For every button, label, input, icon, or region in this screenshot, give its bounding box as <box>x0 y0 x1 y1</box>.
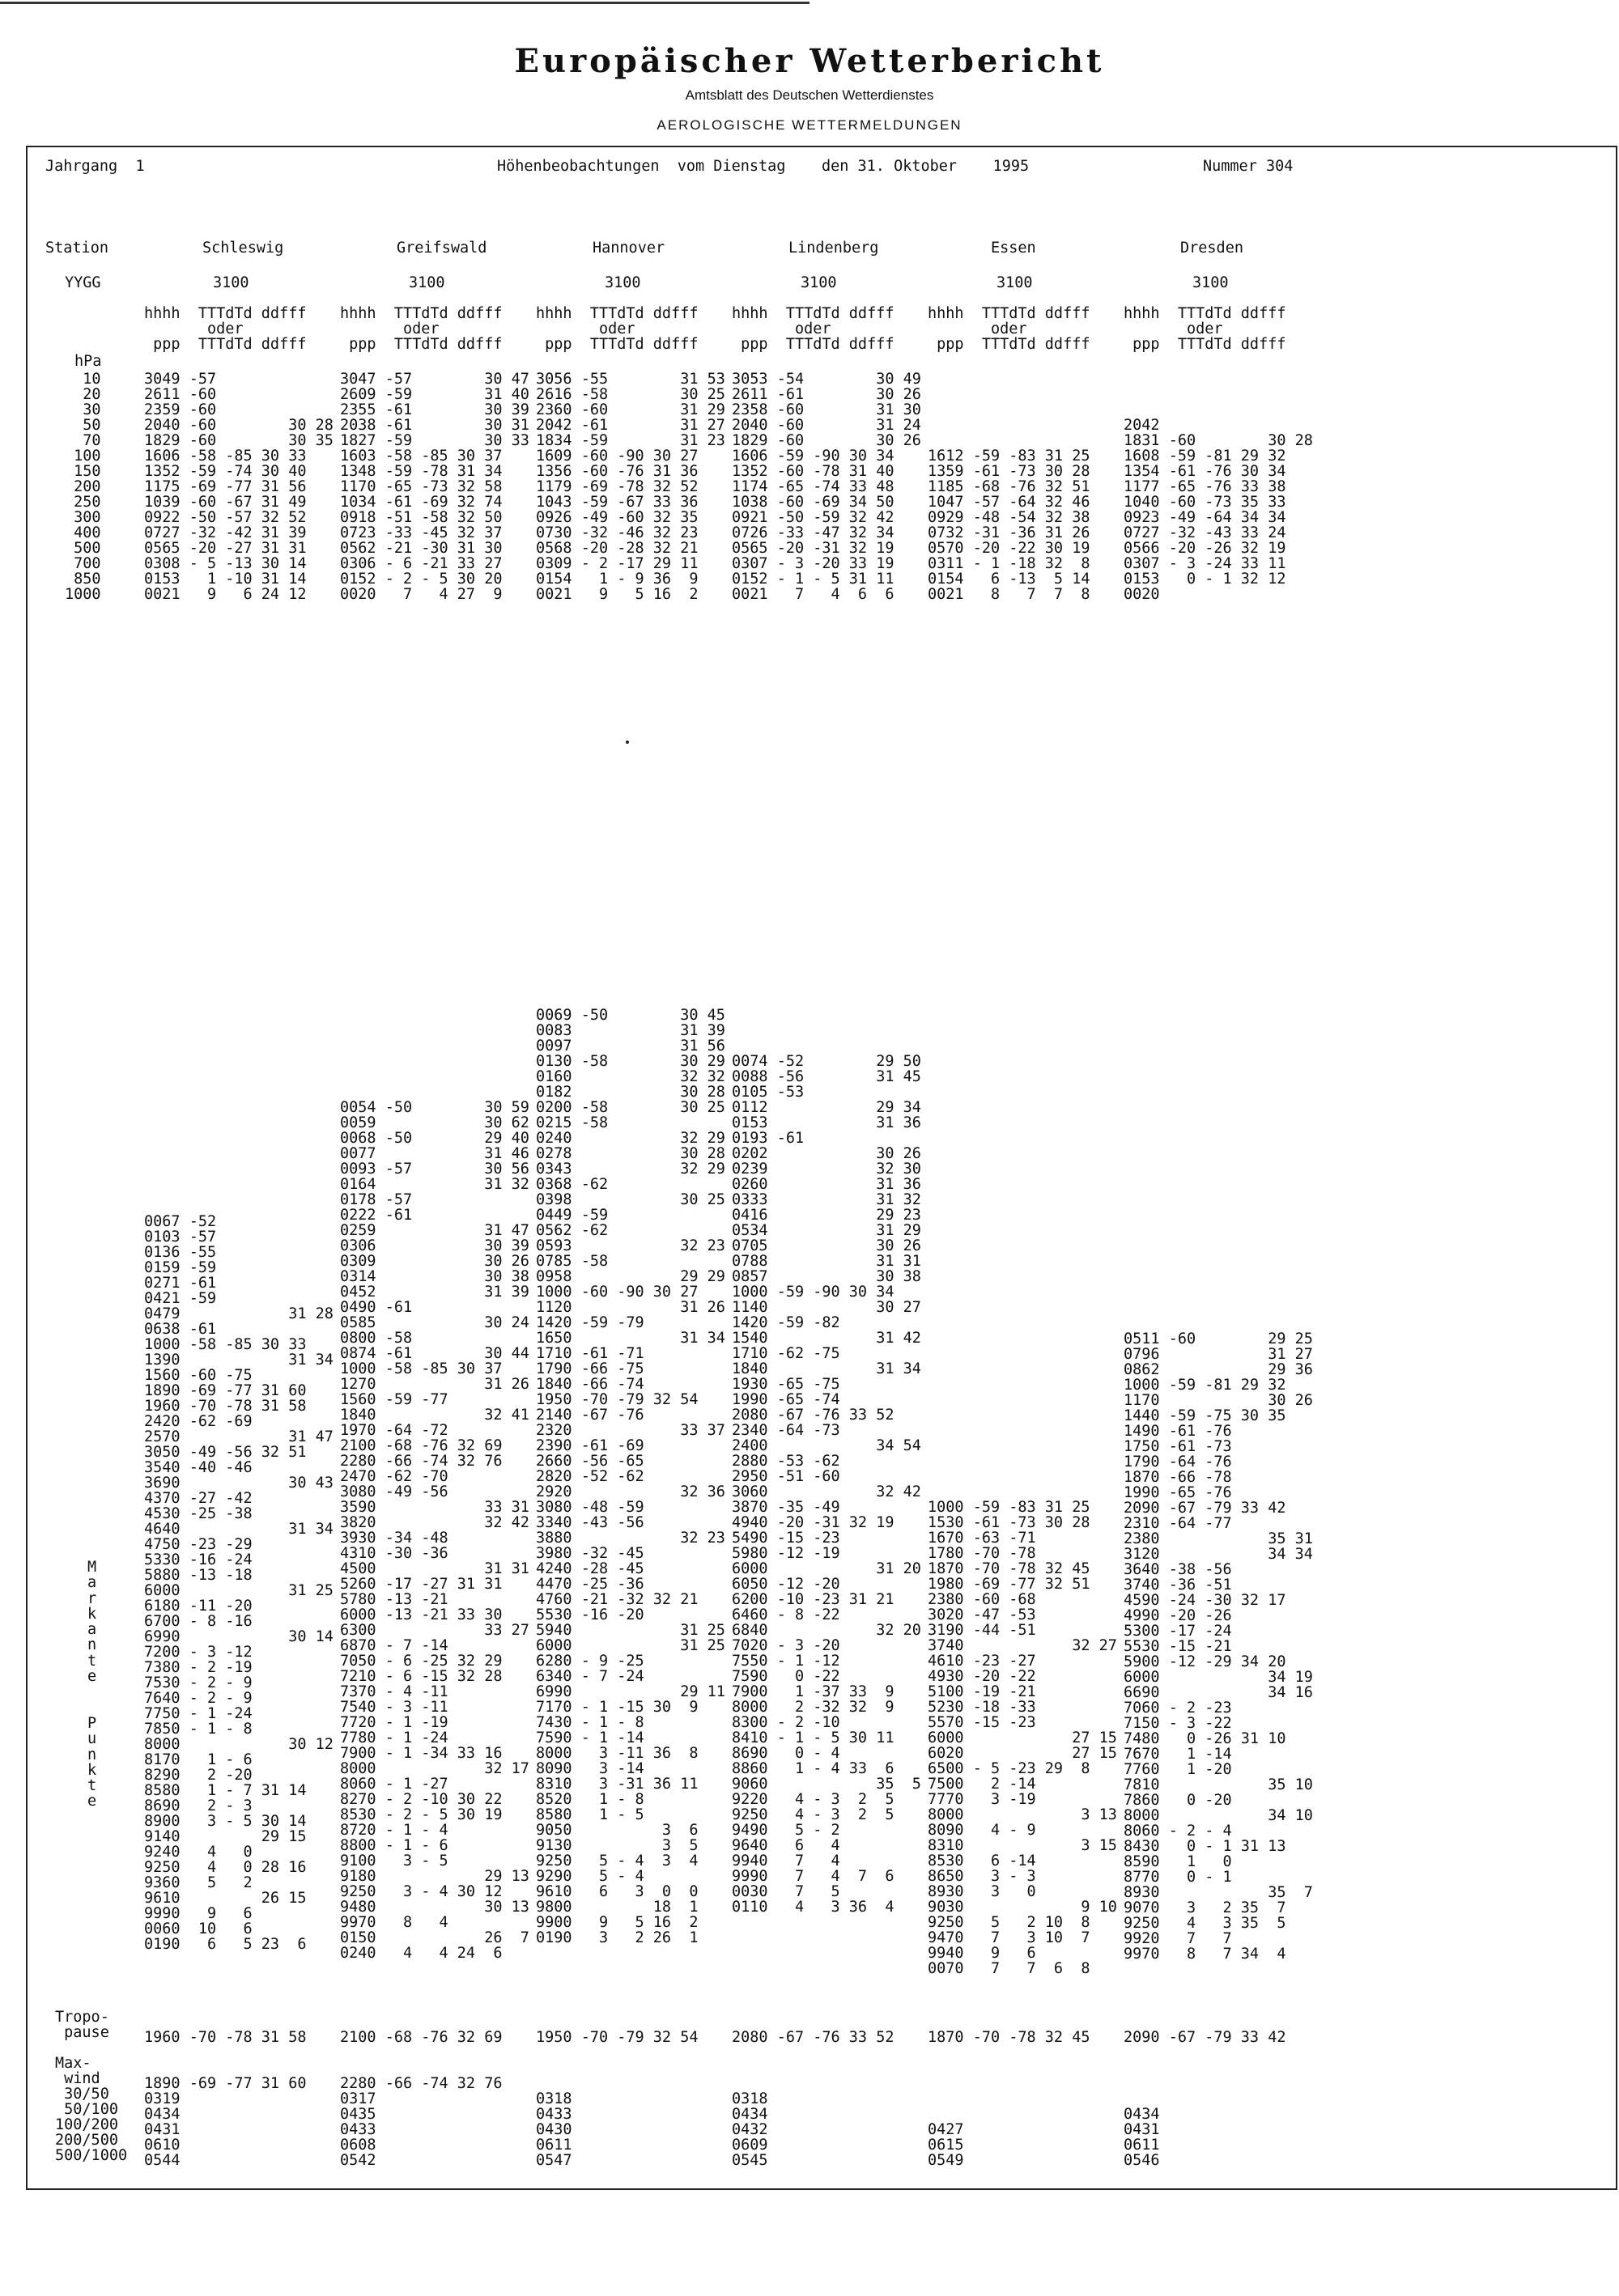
maxwind-values: 0318 0433 0430 0611 0547 <box>536 2090 572 2169</box>
tropopause-values: 2100 -68 -76 32 69 <box>340 2029 503 2046</box>
markante-punkte: 0074 -52 29 50 0088 -56 31 45 0105 -53 0112 29 34 0153 31 36 0193 -61 0202 30 26 0239 32 30 0260 31 36 0333 31 32 0416 29 23 0534 31 29 0705 30 26 0788 31 31 0857 30 38 1000 -59 -90 30 34 1140 30 27 1420 -59 -82 1540 31 42 1710 -62 -75 1840 31 34 1930 -65 -75 1990 -65 -74 2080 -67 -76 33 52 2340 -64 -73 2400 34 54 2880 -53 -62 2950 -51 -60 3060 32 42 3870 -35 -49 4940 -20 -31 32 19 5490 -15 -23 5980 -12 -19 6000 31 20 6050 -12 -20 6200 -10 -23 31 21 6460 - 8 -22 6840 32 20 7020 - 3 -20 7550 - 1 -12 7590 0 -22 7900 1 -37 33 9 8000 2 -32 32 9 8300 - 2 -10 8410 - 1 - 5 30 11 8690 0 - 4 8860 1 - 4 33 6 9060 35 5 9220 4 - 3 2 5 9250 4 - 3 2 5 9490 5 - 2 9640 6 4 9940 7 4 9990 7 4 7 6 0030 7 5 0110 4 3 36 4 <box>732 1053 921 1916</box>
page-subtitle: Amtsblatt des Deutschen Wetterdienstes <box>685 87 934 103</box>
markante-punkte: 0067 -52 0103 -57 0136 -55 0159 -59 0271 -61 0421 -59 0479 31 28 0638 -61 1000 -58 -85 30 33 1390 31 34 1560 -60 -75 1890 -69 -77 31 60 1960 -70 -78 31 58 2420 -62 -69 2570 31 47 3050 -49 -56 32 51 3540 -40 -46 3690 30 43 4370 -27 -42 4530 -25 -38 4640 31 34 4750 -23 -29 5330 -16 -24 5880 -13 -18 6000 31 25 6180 -11 -20 6700 - 8 -16 6990 30 14 7200 - 3 -12 7380 - 2 -19 7530 - 2 - 9 7640 - 2 - 9 7750 - 1 -24 7850 - 1 - 8 8000 30 12 8170 1 - 6 8290 2 -20 8580 1 - 7 31 14 8690 2 - 3 8900 3 - 5 30 14 9140 29 15 9240 4 0 9250 4 0 28 16 9360 5 2 9610 26 15 9990 9 6 0060 10 6 0190 6 5 23 6 <box>144 1213 334 1953</box>
tropopause-values: 1870 -70 -78 32 45 <box>928 2029 1090 2046</box>
column-header: hhhh TTTdTd ddfff oder ppp TTTdTd ddfff <box>536 305 699 353</box>
markante-punkte: 0511 -60 29 25 0796 31 27 0862 29 36 1000 -59 -81 29 32 1170 30 26 1440 -59 -75 30 35 1490 -61 -76 1750 -61 -73 1790 -64 -76 1870 -66 -78 1990 -65 -76 2090 -67 -79 33 42 2310 -64 -77 2380 35 31 3120 34 34 3640 -38 -56 3740 -36 -51 4590 -24 -30 32 17 4990 -20 -26 5300 -17 -24 5530 -15 -21 5900 -12 -29 34 20 6000 34 19 6690 34 16 7060 - 2 -23 7150 - 3 -22 7480 0 -26 31 10 7670 1 -14 7760 1 -20 7810 35 10 7860 0 -20 8000 34 10 8060 - 2 - 4 8430 0 - 1 31 13 8590 1 0 8770 0 - 1 8930 35 7 9070 3 2 35 7 9250 4 3 35 5 9920 7 7 9970 8 7 34 4 <box>1124 1330 1313 1963</box>
column-header: hhhh TTTdTd ddfff oder ppp TTTdTd ddfff <box>1124 305 1286 353</box>
station-yygg: 3100 <box>1192 274 1229 291</box>
maxwind-values: 1890 -69 -77 31 60 0319 0434 0431 0610 0544 <box>144 2075 307 2169</box>
tropopause-label: Tropo- pause <box>55 2009 109 2041</box>
station-label: Station <box>45 240 108 257</box>
station-yygg: 3100 <box>409 274 445 291</box>
station-yygg: 3100 <box>801 274 837 291</box>
tropopause-values: 1950 -70 -79 32 54 <box>536 2029 699 2046</box>
standard-levels: 3056 -55 31 53 2616 -58 30 25 2360 -60 31 29 2042 -61 31 27 1834 -59 31 23 1609 -60 -90 30 27 1356 -60 -76 31 36 1179 -69 -78 32 52 1043 -59 -67 33 36 0926 -49 -60 32 35 0730 -32 -46 32 23 0568 -20 -28 32 21 0309 - 2 -17 29 11 0154 1 - 9 36 9 0021 9 5 16 2 <box>536 371 725 603</box>
column-header: hhhh TTTdTd ddfff oder ppp TTTdTd ddfff <box>340 305 503 353</box>
markante-punkte: 1000 -59 -83 31 25 1530 -61 -73 30 28 1670 -63 -71 1780 -70 -78 1870 -70 -78 32 45 1980 -69 -77 32 51 2380 -60 -68 3020 -47 -53 3190 -44 -51 3740 32 27 4610 -23 -27 4930 -20 -22 5100 -19 -21 5230 -18 -33 5570 -15 -23 6000 27 15 6020 27 15 6500 - 5 -23 29 8 7500 2 -14 7770 3 -19 8000 3 13 8090 4 - 9 8310 3 15 8530 6 -14 8650 3 - 3 8930 3 0 9030 9 10 9250 5 2 10 8 9470 7 3 10 7 9940 9 6 0070 7 7 6 8 <box>928 1499 1117 1977</box>
maxwind-values: 0427 0615 0549 <box>928 2121 964 2169</box>
maxwind-values: 0318 0434 0432 0609 0545 <box>732 2090 768 2169</box>
markante-punkte: 0054 -50 30 59 0059 30 62 0068 -50 29 40 0077 31 46 0093 -57 30 56 0164 31 32 0178 -57 0222 -61 0259 31 47 0306 30 39 0309 30 26 0314 30 38 0452 31 39 0490 -61 0585 30 24 0800 -58 0874 -61 30 44 1000 -58 -85 30 37 1270 31 26 1560 -59 -77 1840 32 41 1970 -64 -72 2100 -68 -76 32 69 2280 -66 -74 32 76 2470 -62 -70 3080 -49 -56 3590 33 31 3820 32 42 3930 -34 -48 4310 -30 -36 4500 31 31 5260 -17 -27 31 31 5780 -13 -21 6000 -13 -21 33 30 6300 33 27 6870 - 7 -14 7050 - 6 -25 32 29 7210 - 6 -15 32 28 7370 - 4 -11 7540 - 3 -11 7720 - 1 -19 7780 - 1 -24 7900 - 1 -34 33 16 8000 32 17 8060 - 1 -27 8270 - 2 -10 30 22 8530 - 2 - 5 30 19 8720 - 1 - 4 8800 - 1 - 6 9100 3 - 5 9180 29 13 9250 3 - 4 30 12 9480 30 13 9970 8 4 0150 26 7 0240 4 4 24 6 <box>340 1099 529 1962</box>
maxwind-values: 0434 0431 0611 0546 <box>1124 2106 1160 2169</box>
column-header: hhhh TTTdTd ddfff oder ppp TTTdTd ddfff <box>732 305 894 353</box>
column-header: hhhh TTTdTd ddfff oder ppp TTTdTd ddfff <box>928 305 1090 353</box>
ink-speck <box>626 741 629 744</box>
markante-punkte-label: M a r k a n t e P u n k t e <box>87 1559 97 1810</box>
yygg-label: YYGG <box>65 274 101 291</box>
page-title: Europäischer Wetterbericht <box>514 42 1105 80</box>
tropopause-values: 2090 -67 -79 33 42 <box>1124 2029 1286 2046</box>
station-name: Essen <box>991 240 1036 257</box>
report-date-title: Höhenbeobachtungen vom Dienstag den 31. Oktober 1995 <box>497 158 1030 175</box>
tropopause-values: 2080 -67 -76 33 52 <box>732 2029 894 2046</box>
column-header: hhhh TTTdTd ddfff oder ppp TTTdTd ddfff <box>144 305 307 353</box>
jahrgang-label: Jahrgang 1 <box>45 158 145 175</box>
station-name: Schleswig <box>202 240 284 257</box>
station-yygg: 3100 <box>996 274 1033 291</box>
station-yygg: 3100 <box>605 274 641 291</box>
station-name: Greifswald <box>397 240 487 257</box>
standard-levels: 3047 -57 30 47 2609 -59 31 40 2355 -61 30 39 2038 -61 30 31 1827 -59 30 33 1603 -58 -85 30 37 1348 -59 -78 31 34 1170 -65 -73 32 58 1034 -61 -69 32 74 0918 -51 -58 32 50 0723 -33 -45 32 37 0562 -21 -30 31 30 0306 - 6 -21 33 27 0152 - 2 - 5 30 20 0020 7 4 27 9 <box>340 371 529 603</box>
tropopause-values: 1960 -70 -78 31 58 <box>144 2029 307 2046</box>
standard-levels: 3053 -54 30 49 2611 -61 30 26 2358 -60 31 30 2040 -60 31 24 1829 -60 30 26 1606 -59 -90 30 34 1352 -60 -78 31 40 1174 -65 -74 33 48 1038 -60 -69 34 50 0921 -50 -59 32 42 0726 -33 -47 32 34 0565 -20 -31 32 19 0307 - 3 -20 33 19 0152 - 1 - 5 31 11 0021 7 4 6 6 <box>732 371 921 603</box>
station-yygg: 3100 <box>213 274 249 291</box>
station-name: Hannover <box>593 240 665 257</box>
top-rule <box>0 2 810 4</box>
pressure-levels: 10 20 30 50 70 100 150 200 250 300 400 500 700 850 1000 <box>65 371 101 603</box>
maxwind-label: Max- wind 30/50 50/100 100/200 200/500 500/1000 <box>55 2055 128 2164</box>
standard-levels: 3049 -57 2611 -60 2359 -60 2040 -60 30 28 1829 -60 30 35 1606 -58 -85 30 33 1352 -59 -74 30 40 1175 -69 -77 31 56 1039 -60 -67 31 49 0922 -50 -57 32 52 0727 -32 -42 31 39 0565 -20 -27 31 31 0308 - 5 -13 30 14 0153 1 -10 31 14 0021 9 6 24 12 <box>144 371 334 603</box>
standard-levels: 2042 1831 -60 30 28 1608 -59 -81 29 32 1354 -61 -76 30 34 1177 -65 -76 33 38 1040 -60 -73 35 33 0923 -49 -64 34 34 0727 -32 -43 33 24 0566 -20 -26 32 19 0307 - 3 -24 33 11 0153 0 - 1 32 12 0020 <box>1124 417 1313 603</box>
markante-punkte: 0069 -50 30 45 0083 31 39 0097 31 56 0130 -58 30 29 0160 32 32 0182 30 28 0200 -58 30 25 0215 -58 0240 32 29 0278 30 28 0343 32 29 0368 -62 0398 30 25 0449 -59 0562 -62 0593 32 23 0785 -58 0958 29 29 1000 -60 -90 30 27 1120 31 26 1420 -59 -79 1650 31 34 1710 -61 -71 1790 -66 -75 1840 -66 -74 1950 -70 -79 32 54 2140 -67 -76 2320 33 37 2390 -61 -69 2660 -56 -65 2820 -52 -62 2920 32 36 3080 -48 -59 3340 -43 -56 3880 32 23 3980 -32 -45 4240 -28 -45 4470 -25 -36 4760 -21 -32 32 21 5530 -16 -20 5940 31 25 6000 31 25 6280 - 9 -25 6340 - 7 -24 6990 29 11 7170 - 1 -15 30 9 7430 - 1 - 8 7590 - 1 -14 8000 3 -11 36 8 8090 3 -14 8310 3 -31 36 11 8520 1 - 8 8580 1 - 5 9050 3 6 9130 3 5 9250 5 - 4 3 4 9290 5 - 4 9610 6 3 0 0 9800 18 1 9900 9 5 16 2 0190 3 2 26 1 <box>536 1007 725 1946</box>
standard-levels: 1612 -59 -83 31 25 1359 -61 -73 30 28 1185 -68 -76 32 51 1047 -57 -64 32 46 0929 -48 -54 32 38 0732 -31 -36 31 26 0570 -20 -22 30 19 0311 - 1 -18 32 8 0154 6 -13 5 14 0021 8 7 7 8 <box>928 448 1090 603</box>
hpa-label: hPa <box>74 353 102 370</box>
maxwind-values: 2280 -66 -74 32 76 0317 0435 0433 0608 0542 <box>340 2075 503 2169</box>
station-name: Dresden <box>1180 240 1243 257</box>
report-number: Nummer 304 <box>1203 158 1294 175</box>
section-title: AEROLOGISCHE WETTERMELDUNGEN <box>657 117 962 133</box>
station-name: Lindenberg <box>788 240 879 257</box>
